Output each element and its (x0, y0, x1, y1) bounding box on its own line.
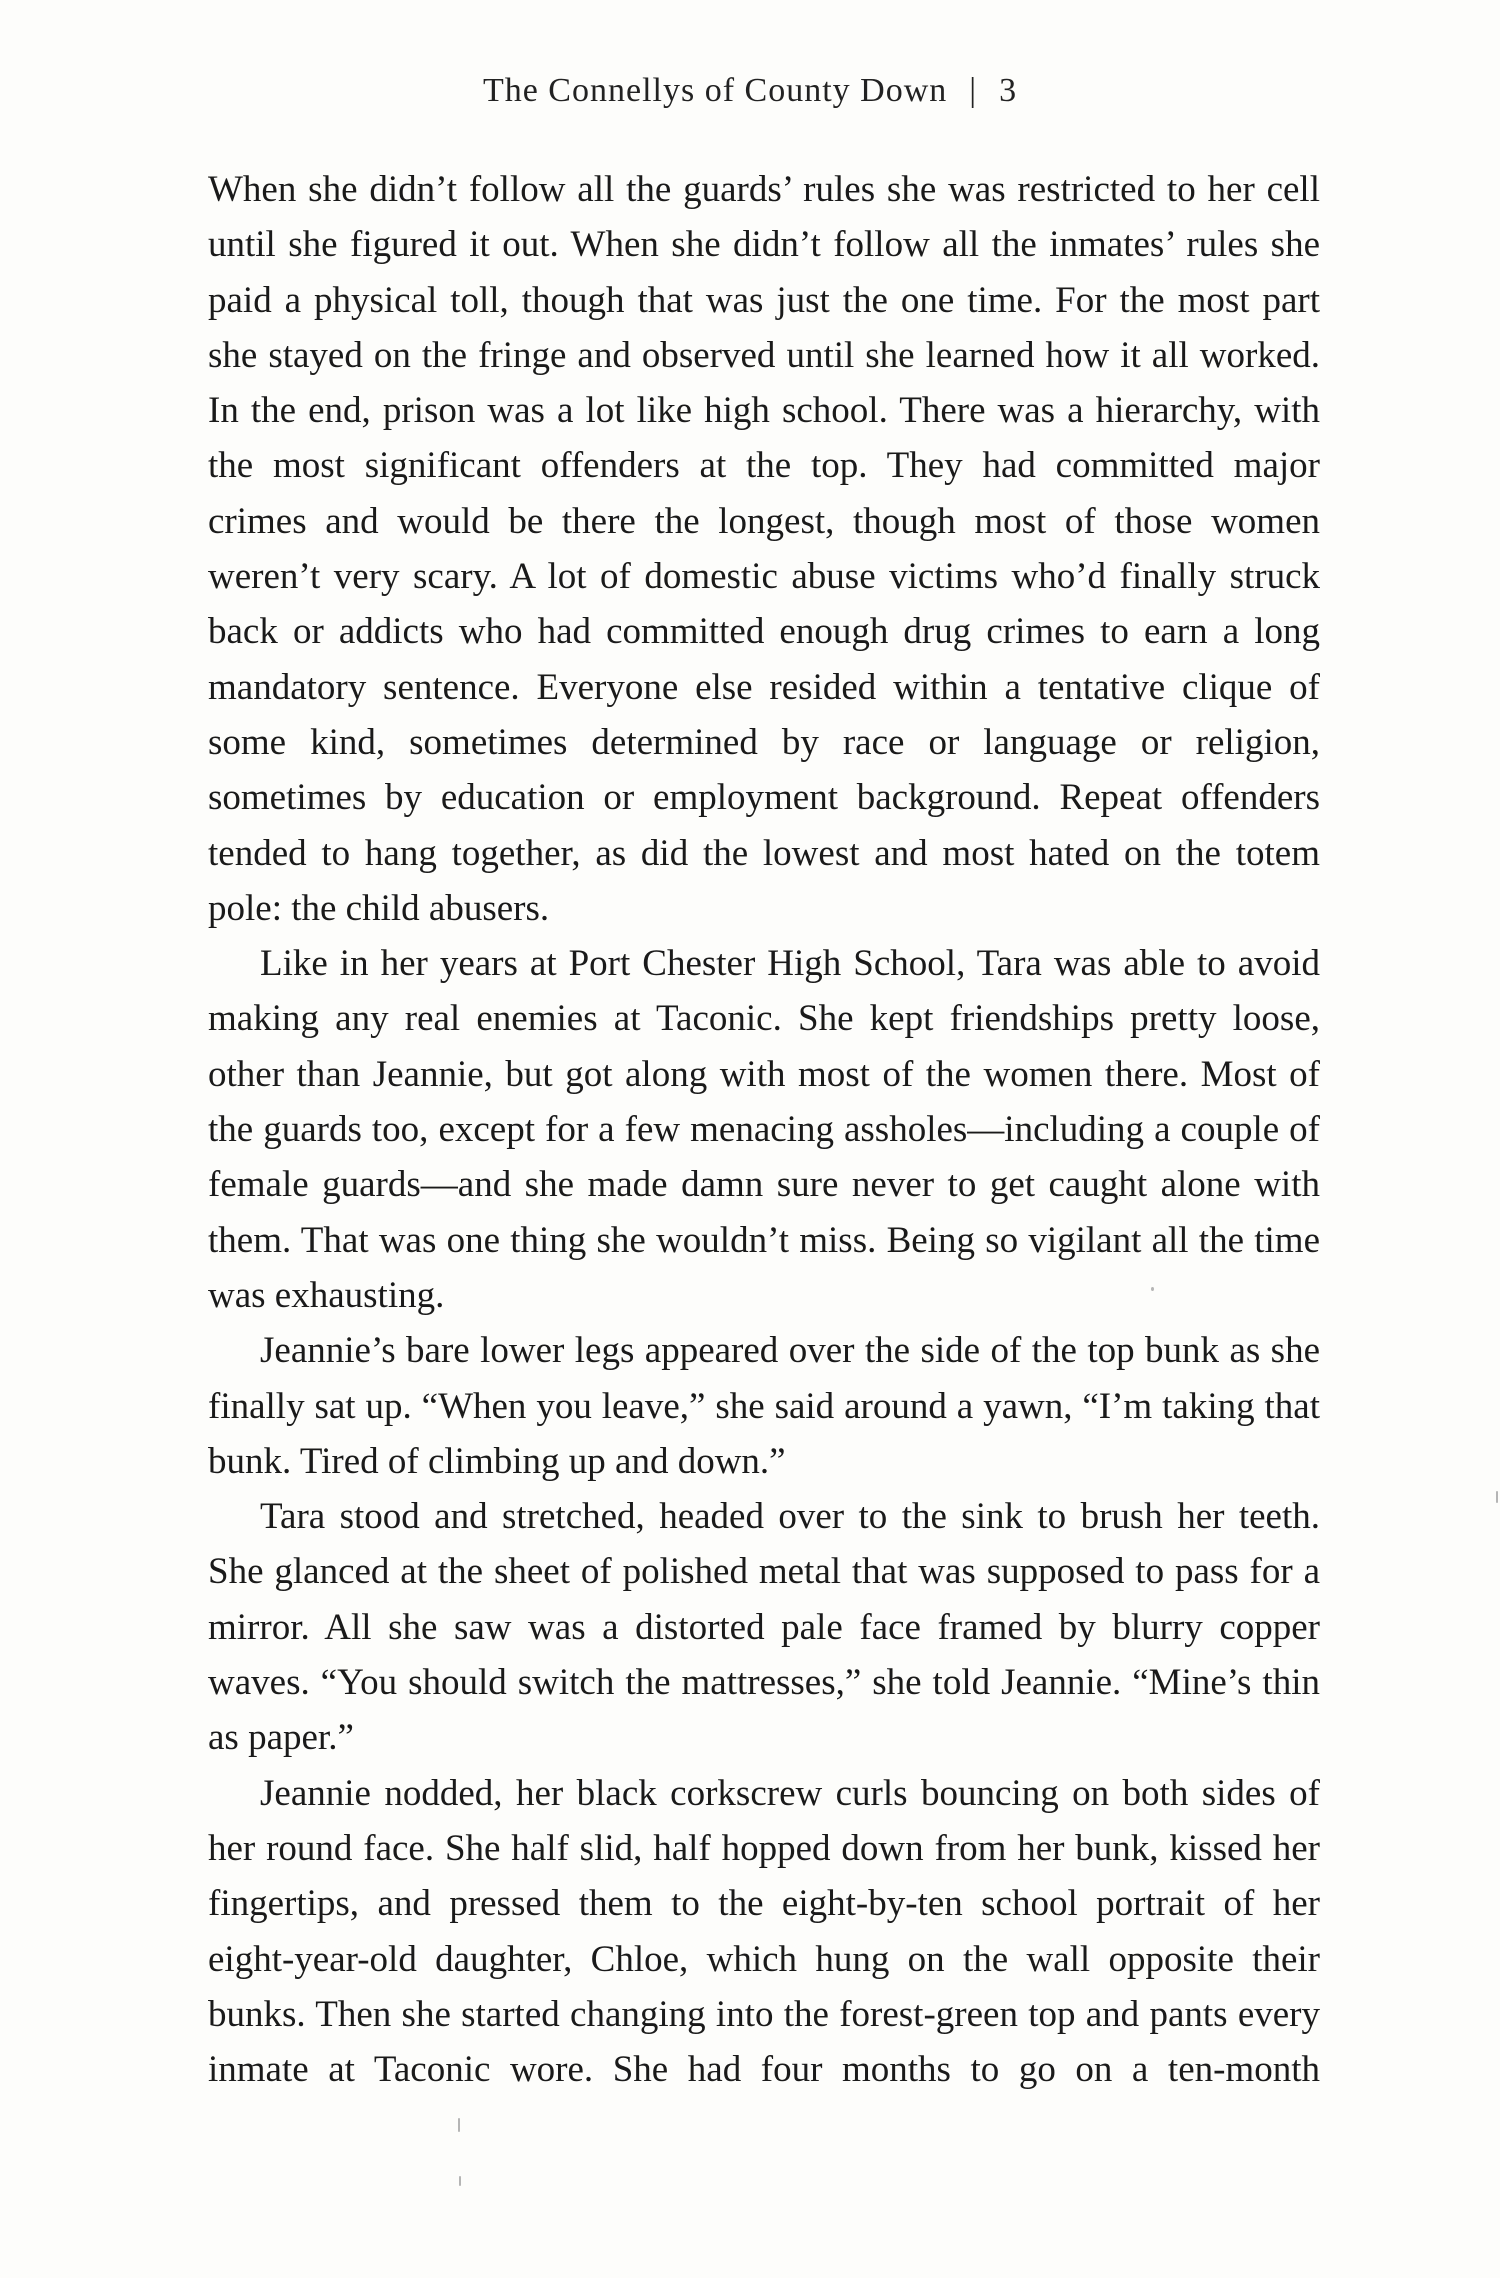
scan-speck (1151, 1287, 1154, 1291)
body-text (208, 162, 1320, 2097)
paragraph: Like in her years at Port Chester High School, Tara was able to avoid making any real enemies at Taconic. She kept friendships pretty loose, other than Jeannie, but got along with most of the women there. Most of the guards too, except for a few menacing assholes—including a couple of female guards—and she made damn sure never to get caught alone with them. That was one thing she wouldn’t miss. Being so vigilant all the time was exhausting. (208, 943, 1320, 1316)
scan-speck (458, 2118, 460, 2132)
book-title: The Connellys of County Down (482, 72, 948, 109)
paragraph-continues: Jeannie nodded, her black corkscrew curls bouncing on both sides of her round face. She half slid, half hopped down from her bunk, kissed her fingertips, and pressed them to the eight-by-ten school portrait of her eight-year-old daughter, Chloe, which hung on the wall opposite their bunks. Then she started changing into the forest-green top and pants every inmate at Taconic wore. She had four months to go on a ten-month (208, 1772, 1320, 2091)
page-number: 3 (999, 72, 1018, 109)
scan-speck (1496, 1491, 1498, 1503)
paragraph-continued: When she didn’t follow all the guards’ rules she was restricted to her cell until she figured it out. When she didn’t follow all the inmates’ rules she paid a physical toll, though that was just the one time. For the most part she stayed on the fringe and observed until she learned how it all worked. In the end, prison was a lot like high school. There was a hierarchy, with the most significant offenders at the top. They had committed major crimes and would be there the longest, though most of those women weren’t very scary. A lot of domestic abuse victims who’d finally struck back or addicts who had committed enough drug crimes to earn a long mandatory sentence. Everyone else resided within a tentative clique of some kind, sometimes determined by race or language or religion, sometimes by education or employment background. Repeat offenders tended to hang together, as did the lowest and most hated on the totem pole: the child abusers. (208, 169, 1320, 929)
header-separator: | (969, 72, 978, 109)
running-header (0, 74, 1500, 108)
paragraph: Jeannie’s bare lower legs appeared over the side of the top bunk as she finally sat up. “When you leave,” she said around a yawn, “I’m taking that bunk. Tired of climbing up and down.” (208, 1330, 1320, 1482)
scan-speck (459, 2176, 461, 2186)
paragraph: Tara stood and stretched, headed over to the sink to brush her teeth. She glanced at the sheet of polished metal that was supposed to pass for a mirror. All she saw was a distorted pale face framed by blurry copper waves. “You should switch the mattresses,” she told Jeannie. “Mine’s thin as paper.” (208, 1496, 1320, 1759)
